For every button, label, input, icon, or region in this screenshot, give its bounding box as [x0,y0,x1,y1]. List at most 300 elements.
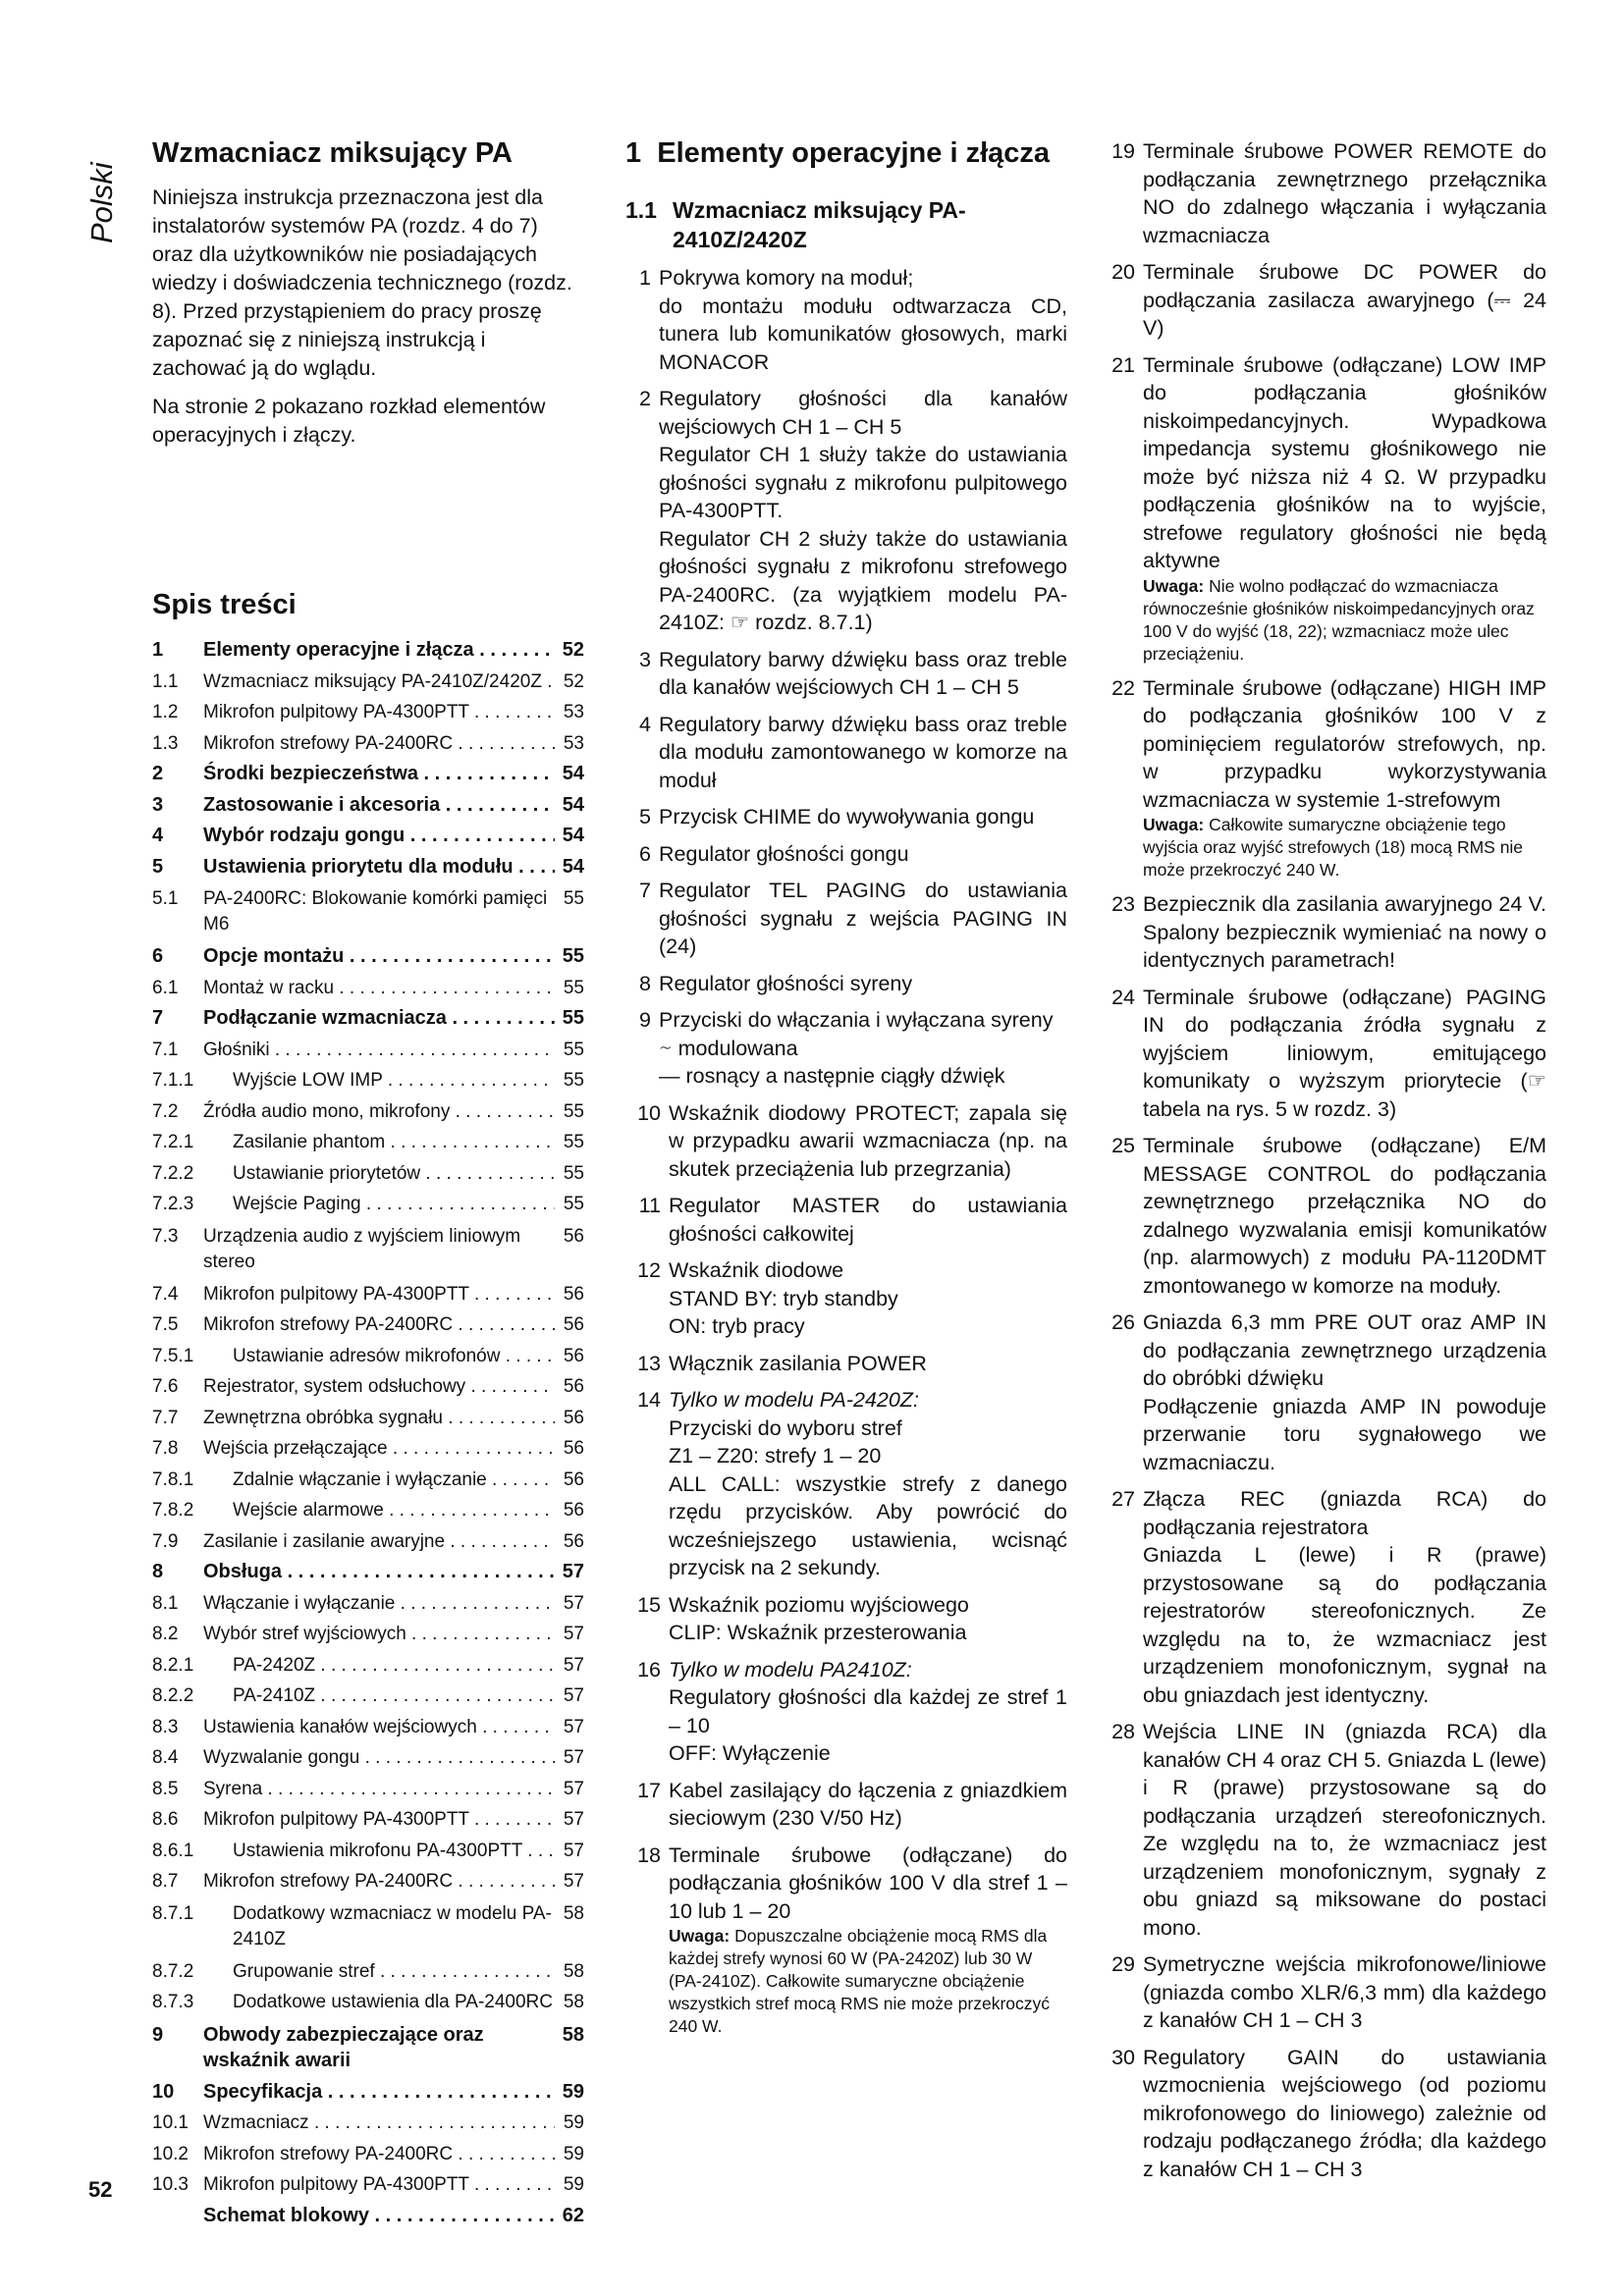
toc-entry [152,1065,584,1096]
item-text: Wejścia LINE IN (gniazda RCA) dla kanałów CH 4 oraz CH 5. Gniazda L (lewe) i R (prawe) przystosowane są do podłączania urządzeń stereofonicznych. Ze względu na to, że wzmacniacz jest urządzeniem monofonicznym, sygnały z obu gniazd są miksowane do postaci mono. [1143,1720,1546,1940]
item-number: 2 [639,387,651,410]
toc-entry-number: 1.1 [152,670,179,692]
toc-entry-title: Dodatkowe ustawienia dla PA-2400RC . . . [203,1987,555,2018]
item-text: — rosnący a następnie ciągły dźwięk [659,1064,1005,1088]
toc-entry [152,941,584,973]
item-text: Pokrywa komory na moduł; [659,266,914,290]
toc-entry [152,1901,584,1952]
item-text: Tylko w modelu PA-2420Z: [669,1388,919,1412]
numbered-item [1100,1950,1546,2035]
numbered-item [1100,674,1546,882]
toc-entry-number: 6.1 [152,977,179,998]
toc-entry-number: 8.1 [152,1592,179,1614]
toc-entry-title: Wejście Paging . . . [203,1189,555,1220]
toc-entry-title: Zewnętrzna obróbka sygnału . . . [203,1403,555,1434]
toc-entry-title: Zdalnie włączanie i wyłączanie . . . [203,1465,555,1496]
toc-entry-number: 8.7 [152,1871,179,1892]
item-text: Włącznik zasilania POWER [669,1351,927,1375]
toc-entry-title: Włączanie i wyłączanie . . . [203,1588,555,1620]
toc-entry-page: 58 [563,1960,584,1982]
toc-entry-number: 7.3 [152,1225,179,1247]
toc-entry-page: 58 [563,1992,584,2012]
toc-entry-title: Urządzenia audio z wyjściem liniowym stereo [203,1225,521,1272]
toc-entry-title: PA-2400RC: Blokowanie komórki pamięci M6 [203,888,548,934]
toc-entry-title: Mikrofon strefowy PA-2400RC . . . [203,1866,555,1897]
item-number: 8 [639,971,651,995]
item-text: Regulatory barwy dźwięku bass oraz treble dla modułu zamontowanego w komorze na moduł [659,712,1067,792]
toc-entry-number: 7 [152,1007,164,1029]
item-text: Wskaźnik diodowy PROTECT; zapala się w przypadku awarii wzmacniacza (np. na skutek przeciążenia lub przegrzania) [669,1100,1067,1181]
toc-entry [152,1189,584,1220]
toc-entry-number: 7.4 [152,1283,179,1305]
intro-paragraph: Na stronie 2 pokazano rozkład elementów operacyjnych i złączy. [152,395,546,447]
numbered-item [1100,1308,1546,1476]
toc-entry-number: 7.1 [152,1039,179,1060]
toc-entry-number: 7.6 [152,1376,179,1397]
note-label: Uwaga: [669,1926,731,1946]
page-number: 52 [88,2177,113,2202]
toc-entry-page: 55 [563,1132,584,1152]
numbered-item [1100,1718,1546,1942]
item-number: 5 [639,805,651,828]
toc-entry-title: Mikrofon pulpitowy PA-4300PTT . . . [203,1279,555,1310]
toc-entry-page: 55 [562,1007,584,1029]
toc-entry-page: 56 [563,1407,584,1428]
toc-entry-page: 56 [563,1500,584,1521]
toc-entry-number: 8.4 [152,1747,179,1768]
toc-entry-page: 56 [563,1376,584,1397]
item-text: Bezpiecznik dla zasilania awaryjnego 24 V. Spalony bezpiecznik wymieniać na nowy o identycznych parametrach! [1143,892,1546,972]
toc-entry-title: Zasilanie i zasilanie awaryjne . . . [203,1526,555,1558]
toc-entry-title: Mikrofon strefowy PA-2400RC . . . [203,2139,555,2170]
toc-entry [152,1650,584,1682]
toc-entry-page: 57 [563,1685,584,1706]
item-number: 19 [1111,139,1135,163]
toc-entry-number: 8.6 [152,1809,179,1830]
item-number: 26 [1111,1310,1135,1334]
toc-entry-number: 5 [152,855,164,878]
toc-entry-title: Grupowanie stref . . . [203,1956,555,1988]
item-text: Terminale śrubowe (odłączane) PAGING IN do podłączania źródła sygnału z wyjściem liniowym, emitującego komunikaty o wyższym priorytecie (☞ tabela na rys. 5 w rozdz. 3) [1143,985,1546,1121]
item-list [1100,137,1546,2183]
toc-entry [152,821,584,852]
toc-entry-title: Wyzwalanie gongu . . . [203,1742,555,1774]
item-number: 22 [1111,675,1135,700]
toc-entry-title: PA-2410Z . . . [203,1681,555,1712]
toc-entry-number: 7.2.2 [152,1162,194,1184]
item-number: 15 [637,1592,661,1617]
toc-entry-number: 8.7.1 [152,1902,194,1924]
item-text: Regulatory barwy dźwięku bass oraz treble dla kanałów wejściowych CH 1 – CH 5 [659,647,1067,699]
section-number: 1 [625,137,642,169]
note-label: Uwaga: [1143,815,1205,834]
item-text: Terminale śrubowe (odłączane) E/M MESSAGE CONTROL do podłączania zewnętrznego przełącznika NO do zdalnego wyzwalania emisji komunikatów (np. alarmowych) z modułu PA-1120DMT zmontowanego w komorze na moduły. [1143,1134,1546,1298]
item-text: Regulator CH 2 służy także do ustawiania głośności sygnału z mikrofonu strefowego PA-2400RC. (za wyjątkiem modelu PA-2410Z: ☞ rozdz. 8.7.1) [659,526,1067,634]
item-number: 27 [1111,1487,1135,1511]
toc-entry-page: 55 [563,1070,584,1091]
item-text: Regulatory GAIN do ustawiania wzmocnienia wejściowego (od poziomu mikrofonowego do liniowego) zależnie od rodzaju podłączanego źródła; dla każdego z kanałów CH 1 – CH 3 [1143,2045,1546,2181]
toc-entry [152,1371,584,1403]
toc-entry [152,886,584,937]
note-label: Uwaga: [1143,575,1205,596]
intro-paragraph: Niniejsza instrukcja przeznaczona jest dla instalatorów systemów PA (rozdz. 4 do 7) oraz dla użytkowników nie posiadających wiedzy i doświadczenia technicznego (rozdz. 8). Przed przystąpieniem do pracy proszę zapoznać się z niniejszą instrukcją i zachować ją do wglądu. [152,186,572,380]
toc-entry-page: 57 [563,1809,584,1830]
numbered-item [625,1192,1067,1248]
toc-entry-page: 55 [563,1100,584,1122]
toc-entry-title: Ustawienia priorytetu dla modułu . . . [203,852,555,883]
toc-entry [152,1557,584,1588]
toc-entry-number: 10.3 [152,2174,189,2195]
toc-entry-title: Środki bezpieczeństwa . . . [203,759,555,790]
note-text: Nie wolno podłączać do wzmacniacza równocześnie głośników niskoimpedancyjnych oraz 100 V do wyjść (18, 22); wzmacniacz może ulec przeciążeniu. [1143,575,1535,664]
toc-entry-page: 56 [563,1468,584,1490]
toc-entry-title: Podłączanie wzmacniacza . . . [203,1003,555,1035]
item-text: Symetryczne wejścia mikrofonowe/liniowe (gniazda combo XLR/6,3 mm) dla każdego z kanałów CH 1 – CH 3 [1143,1952,1546,2032]
toc-entry [152,1158,584,1190]
toc-entry-number: 5.1 [152,888,179,909]
toc-entry [152,1774,584,1805]
toc-entry [152,1279,584,1310]
numbered-item [1100,1132,1546,1300]
item-number: 16 [637,1657,661,1682]
toc-entry-page: 56 [563,1283,584,1305]
toc-entry [152,2169,584,2201]
toc-entry [152,1495,584,1526]
item-text: Tylko w modelu PA2410Z: [669,1657,912,1682]
toc-entry-page: 57 [563,1747,584,1768]
item-text: Terminale śrubowe (odłączane) do podłączania głośników 100 V dla stref 1 – 10 lub 1 – 20 [669,1842,1067,1923]
toc-entry [152,1866,584,1897]
toc-entry [152,2201,584,2232]
item-number: 4 [639,712,651,736]
toc-entry-page: 52 [563,670,584,692]
middle-column [625,137,1067,2047]
item-text: Terminale śrubowe POWER REMOTE do podłączania zewnętrznego przełącznika NO do zdalnego włączania i wyłączania wzmacniacza [1143,139,1546,247]
toc-entry-title: Mikrofon pulpitowy PA-4300PTT . . . [203,1804,555,1836]
toc-entry [152,1341,584,1372]
toc-heading: Spis treści [152,589,297,620]
numbered-item [1100,890,1546,975]
toc-entry-page: 54 [562,825,584,846]
item-number: 12 [637,1258,661,1282]
toc-entry-page: 56 [563,1225,584,1247]
toc-entry-page: 57 [563,1624,584,1644]
toc-entry-page: 59 [563,2112,584,2133]
toc-entry-title: Specyfikacja . . . [203,2077,555,2109]
right-column [1100,137,1546,2192]
toc-entry-page: 54 [562,763,584,784]
document-title: Wzmacniacz miksujący PA [152,137,513,169]
toc-entry-number: 8.5 [152,1778,179,1799]
toc-entry [152,1804,584,1836]
toc-entry-page: 57 [563,1871,584,1892]
toc-entry-page: 59 [563,2143,584,2164]
item-text: Wskaźnik poziomu wyjściowego [669,1592,969,1617]
toc-entry-number: 2 [152,763,164,784]
item-text: Przyciski do włączania i wyłączana syreny [659,1008,1054,1032]
numbered-item [1100,351,1546,666]
subsection-title: Wzmacniacz miksujący PA-2410Z/2420Z [673,197,966,252]
toc-entry-number [152,2201,203,2232]
item-text: Złącza REC (gniazda RCA) do podłączania rejestratora [1143,1487,1546,1539]
toc-entry-page: 52 [562,639,584,661]
item-text: Wskaźnik diodowe [669,1258,844,1282]
item-list [625,264,1067,2038]
item-number: 17 [637,1778,661,1802]
toc-entry-title: Ustawianie priorytetów . . . [203,1158,555,1190]
item-text: Z1 – Z20: strefy 1 – 20 [669,1444,882,1468]
toc-entry-number: 1.2 [152,702,179,722]
toc-entry [152,1836,584,1867]
toc-entry-number: 8.2.2 [152,1685,194,1706]
toc-entry [152,1526,584,1558]
numbered-item [625,970,1067,998]
toc-entry-title: PA-2420Z . . . [203,1650,555,1682]
numbered-item [625,646,1067,702]
toc-entry [152,759,584,790]
item-text: Regulator głośności gongu [659,841,909,866]
toc-entry [152,1035,584,1066]
item-text: Gniazda 6,3 mm PRE OUT oraz AMP IN do podłączania zewnętrznego urządzenia do obróbki dźwięku [1143,1310,1546,1390]
toc-entry-number: 3 [152,793,164,816]
item-text: OFF: Wyłączenie [669,1741,831,1765]
item-number: 9 [639,1008,651,1032]
numbered-item [625,264,1067,376]
numbered-item [1100,984,1546,1124]
toc-entry [152,1742,584,1774]
toc-entry [152,973,584,1004]
numbered-item [625,1591,1067,1647]
toc-entry-title: Mikrofon strefowy PA-2400RC . . . [203,1309,555,1341]
toc-entry-number: 8.7.3 [152,1992,194,2012]
item-number: 11 [638,1194,661,1217]
note-text: Dopuszczalne obciążenie mocą RMS dla każdej strefy wynosi 60 W (PA-2420Z) lub 30 W (PA-2410Z). Całkowite sumaryczne obciążenie wszystkich stref mocą RMS nie może przekroczyć 240 W. [669,1926,1051,2036]
language-label-text: Polski [84,162,119,243]
toc-entry-page: 57 [562,1561,584,1582]
toc-entry-number: 8.2 [152,1624,179,1644]
item-number: 23 [1111,892,1135,916]
toc-entry [152,1681,584,1712]
item-note [1143,575,1546,666]
toc-entry-page: 57 [563,1840,584,1861]
toc-entry-page: 55 [562,945,584,967]
toc-entry-page: 55 [563,1039,584,1060]
item-text: ∼ modulowana [659,1036,798,1060]
toc-entry-number: 7.2 [152,1100,179,1122]
item-number: 6 [639,841,651,866]
toc-entry-page: 55 [563,1194,584,1214]
toc-entry-title: Wejście alarmowe . . . [203,1495,555,1526]
numbered-item [1100,137,1546,249]
toc-entry-title: Ustawienia kanałów wejściowych . . . [203,1712,555,1743]
item-text: Przycisk CHIME do wywoływania gongu [659,805,1035,828]
item-number: 3 [639,647,651,671]
toc-entry-number: 1.3 [152,732,179,754]
item-number: 29 [1111,1952,1135,1976]
item-text: do montażu modułu odtwarzacza CD, tunera lub komunikatów głosowych, marki MONACOR [659,294,1067,374]
toc-entry [152,852,584,883]
toc-entry-title: Wybór rodzaju gongu . . . [203,821,555,852]
item-text: Regulatory głośności dla każdej ze stref 1 – 10 [669,1685,1067,1737]
toc-entry-number: 7.9 [152,1530,179,1552]
toc-entry [152,1403,584,1434]
toc-entry-number: 7.7 [152,1407,179,1428]
toc-entry-title: Wybór stref wyjściowych . . . [203,1619,555,1650]
toc-entry-page: 54 [562,855,584,878]
toc-entry-number: 7.5 [152,1314,179,1335]
toc-entry-number: 10.2 [152,2143,189,2164]
toc-entry-page: 54 [562,793,584,816]
toc-entry-page: 55 [563,977,584,998]
item-number: 14 [637,1388,661,1412]
numbered-item [625,877,1067,961]
toc-entry-title: Syrena . . . [203,1774,555,1805]
note-text: Całkowite sumaryczne obciążenie tego wyjścia oraz wyjść strefowych (18) mocą RMS nie może przekroczyć 240 W. [1143,815,1524,880]
item-text: Przyciski do wyboru stref [669,1415,902,1440]
item-number: 24 [1111,985,1135,1009]
numbered-item [625,840,1067,869]
item-note [1143,814,1546,881]
toc-entry-number: 7.2.1 [152,1132,194,1152]
toc-entry-number: 7.8 [152,1438,179,1459]
toc-entry-page: 53 [563,702,584,722]
toc-entry-number: 8.2.1 [152,1654,194,1676]
toc-entry-page: 57 [563,1778,584,1799]
toc-entry-number: 6 [152,945,164,967]
toc-entry-title: Obsługa . . . [203,1557,555,1588]
toc-entry [152,1003,584,1035]
toc-entry [152,667,584,698]
toc-entry-title: Opcje montażu . . . [203,941,555,973]
toc-entry-page: 56 [563,1530,584,1552]
toc-entry-number: 9 [152,2023,164,2046]
numbered-item [625,1099,1067,1184]
toc-entry-title: Obwody zabezpieczające oraz wskaźnik awarii [203,2023,484,2071]
toc-entry-title: Rejestrator, system odsłuchowy . . . [203,1371,555,1403]
toc-entry [152,1619,584,1650]
toc-entry-page: 57 [563,1654,584,1676]
toc-entry [152,635,584,667]
item-number: 7 [639,879,651,902]
toc-entry [152,790,584,822]
toc-entry [152,1096,584,1128]
toc-entry-number: 7.8.1 [152,1468,194,1490]
toc-entry-title: Schemat blokowy . . . [203,2201,555,2232]
toc-entry-title: Wyjście LOW IMP . . . [203,1065,555,1096]
section-title: Elementy operacyjne i złącza [657,137,1051,169]
item-number: 20 [1111,260,1135,284]
item-text: Terminale śrubowe DC POWER do podłączania zasilacza awaryjnego (⎓ 24 V) [1143,260,1546,340]
toc-entry-title: Źródła audio mono, mikrofony . . . [203,1096,555,1128]
item-text: Terminale śrubowe (odłączane) LOW IMP do podłączania głośników niskoimpedancyjnych. Wypadkowa impedancja systemu głośnikowego nie może być niższa niż 4 Ω. W przypadku podłączenia głośników na to wyjście, strefowe regulatory głośności nie będą aktywne [1143,352,1546,572]
toc-entry-title: Wejścia przełączające . . . [203,1433,555,1465]
numbered-item [1100,258,1546,343]
toc-entry-number: 7.1.1 [152,1070,194,1091]
item-text: Regulator CH 1 służy także do ustawiania głośności sygnału z mikrofonu pulpitowego PA-4300PTT. [659,443,1067,522]
toc-entry-number: 8.6.1 [152,1840,194,1861]
toc-entry-page: 59 [563,2174,584,2195]
toc-entry [152,1987,584,2018]
toc-entry-page: 62 [562,2204,584,2226]
item-text: Gniazda L (lewe) i R (prawe) przystosowane są do podłączania rejestratorów stereofonicznych. Ze względu na to, że wzmacniacz jest urządzeniem monofonicznym, sygnał na obu gniazdach jest identyczny. [1143,1543,1546,1707]
toc-entry-title: Elementy operacyjne i złącza . . . [203,635,555,667]
toc-entry [152,2077,584,2109]
item-number: 13 [637,1351,661,1375]
item-number: 21 [1111,352,1135,377]
subsection-number: 1.1 [625,197,657,223]
toc-entry-number: 8 [152,1561,164,1582]
toc-entry-page: 57 [563,1592,584,1614]
toc-entry-title: Montaż w racku . . . [203,973,555,1004]
item-note [669,1925,1067,2038]
table-of-contents [152,635,584,2231]
item-text: Regulatory głośności dla kanałów wejściowych CH 1 – CH 5 [659,387,1067,439]
numbered-item [625,1386,1067,1582]
item-text: Kabel zasilający do łączenia z gniazdkiem sieciowym (230 V/50 Hz) [669,1778,1067,1830]
item-text: Podłączenie gniazda AMP IN powoduje przerwanie toru sygnałowego we wzmacniaczu. [1143,1394,1546,1474]
toc-entry-page: 53 [563,732,584,754]
toc-entry-page: 59 [562,2080,584,2103]
toc-entry-title: Wzmacniacz miksujący PA-2410Z/2420Z . . . [203,667,555,698]
toc-entry [152,1588,584,1620]
toc-entry-page: 58 [562,2023,584,2046]
toc-entry-number: 7.2.3 [152,1194,194,1214]
item-number: 25 [1111,1134,1135,1157]
toc-entry [152,2022,584,2073]
toc-entry-page: 55 [563,1162,584,1184]
item-number: 10 [637,1100,661,1125]
toc-entry-page: 57 [563,1716,584,1737]
toc-entry-page: 56 [563,1438,584,1459]
item-text: Regulator MASTER do ustawiania głośności całkowitej [669,1194,1067,1246]
toc-entry [152,1433,584,1465]
toc-entry [152,1712,584,1743]
toc-entry-number: 10 [152,2080,175,2103]
toc-entry [152,1465,584,1496]
toc-entry [152,1224,584,1275]
toc-entry [152,2139,584,2170]
item-number: 28 [1111,1720,1135,1743]
toc-entry-page: 56 [563,1345,584,1366]
toc-entry [152,1309,584,1341]
toc-entry-title: Ustawianie adresów mikrofonów . . . [203,1341,555,1372]
section-heading [625,137,1067,170]
toc-entry-page: 58 [563,1902,584,1924]
toc-entry [152,1127,584,1158]
toc-entry [152,2108,584,2139]
toc-entry-number: 8.7.2 [152,1960,194,1982]
toc-entry-number: 10.1 [152,2112,189,2133]
toc-entry-title: Głośniki . . . [203,1035,555,1066]
subsection-heading [625,195,1067,254]
toc-entry-title: Wzmacniacz . . . [203,2108,555,2139]
numbered-item [1100,1485,1546,1709]
language-side-label [77,139,119,247]
numbered-item [625,803,1067,831]
numbered-item [1100,2044,1546,2184]
intro [152,184,584,450]
toc-entry-number: 8.3 [152,1716,179,1737]
numbered-item [625,1006,1067,1091]
toc-entry-page: 55 [563,888,584,909]
numbered-item [625,385,1067,637]
left-column [152,137,584,2231]
numbered-item [625,1256,1067,1341]
toc-entry-title: Mikrofon strefowy PA-2400RC . . . [203,728,555,760]
item-text: STAND BY: tryb standby [669,1286,898,1310]
toc-entry [152,1956,584,1988]
numbered-item [625,1656,1067,1768]
